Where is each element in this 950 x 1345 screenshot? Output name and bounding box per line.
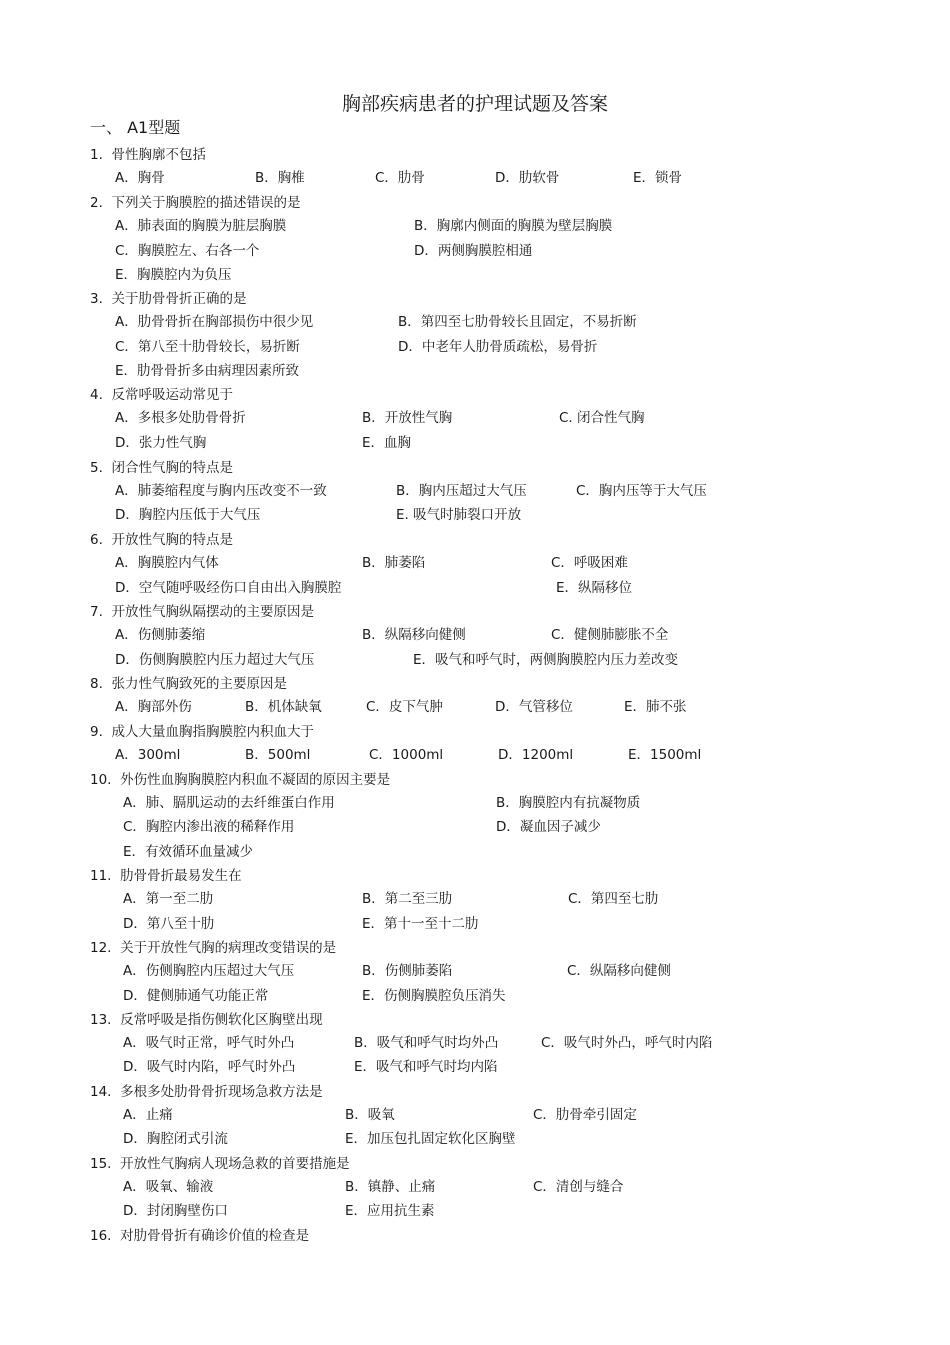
option-row [0, 265, 950, 285]
question-2 [90, 193, 300, 213]
option-row [0, 312, 950, 332]
option-row [0, 408, 950, 428]
answer-option: C．第四至七肋 [568, 891, 659, 907]
option-row [0, 650, 950, 670]
answer-option: A．肺、膈肌运动的去纤维蛋白作用 [123, 795, 335, 811]
option-row [0, 337, 950, 357]
answer-option: B．胸廓内侧面的胸膜为壁层胸膜 [414, 218, 613, 234]
answer-option: C．纵隔移向健侧 [567, 963, 671, 979]
answer-option: E．肺不张 [624, 699, 687, 715]
option-row [0, 361, 950, 381]
question-1 [90, 145, 206, 165]
question-number: 7. [90, 604, 103, 620]
question-14 [90, 1082, 323, 1102]
option-row [0, 1201, 950, 1221]
answer-option: A．胸骨 [115, 170, 165, 186]
option-row [0, 1177, 950, 1197]
option-row [0, 481, 950, 501]
answer-option: A．300ml [115, 747, 181, 763]
option-row [0, 961, 950, 981]
question-text: 下列关于胸膜腔的描述错误的是 [111, 195, 301, 211]
answer-option: E．加压包扎固定软化区胸壁 [345, 1131, 516, 1147]
answer-option: C．肋骨 [375, 170, 425, 186]
question-text: 反常呼吸是指伤侧软化区胸壁出现 [120, 1012, 323, 1028]
answer-option: C. 闭合性气胸 [559, 410, 645, 426]
answer-option: D．健侧肺通气功能正常 [123, 988, 269, 1004]
option-row [0, 578, 950, 598]
answer-option: B．机体缺氧 [245, 699, 322, 715]
answer-option: A．伤侧胸腔内压超过大气压 [123, 963, 295, 979]
answer-option: D．吸气时内陷，呼气时外凸 [123, 1059, 296, 1075]
question-number: 1. [90, 147, 103, 163]
answer-option: A．止痛 [123, 1107, 173, 1123]
answer-option: B．开放性气胸 [362, 410, 453, 426]
option-row [0, 553, 950, 573]
section-heading: 一、 A1型题 [90, 118, 181, 137]
question-5 [90, 458, 233, 478]
answer-option: D．第八至十肋 [123, 916, 215, 932]
answer-option: A．吸氧、输液 [123, 1179, 214, 1195]
answer-option: B．吸氧 [345, 1107, 395, 1123]
answer-option: E．应用抗生素 [345, 1203, 435, 1219]
question-text: 开放性气胸病人现场急救的首要措施是 [120, 1156, 350, 1172]
question-number: 4. [90, 387, 103, 403]
question-text: 反常呼吸运动常见于 [111, 387, 233, 403]
answer-option: A．多根多处肋骨骨折 [115, 410, 246, 426]
question-number: 6. [90, 532, 103, 548]
answer-option: C．健侧肺膨胀不全 [551, 627, 669, 643]
option-row [0, 1105, 950, 1125]
answer-option: A．伤侧肺萎缩 [115, 627, 206, 643]
question-13 [90, 1010, 323, 1030]
answer-option: A．肺萎缩程度与胸内压改变不一致 [115, 483, 327, 499]
option-row [0, 745, 950, 765]
answer-option: B．纵隔移向健侧 [362, 627, 466, 643]
question-6 [90, 530, 233, 550]
question-16 [90, 1226, 309, 1246]
answer-option: E．胸膜腔内为负压 [115, 267, 232, 283]
answer-option: D．封闭胸壁伤口 [123, 1203, 228, 1219]
option-row [0, 817, 950, 837]
answer-option: D．张力性气胸 [115, 435, 207, 451]
answer-option: B．500ml [245, 747, 311, 763]
question-text: 关于开放性气胸的病理改变错误的是 [120, 940, 337, 956]
option-row [0, 625, 950, 645]
option-row [0, 793, 950, 813]
option-row [0, 168, 950, 188]
answer-option: B．肺萎陷 [362, 555, 426, 571]
answer-option: B．吸气和呼气时均外凸 [354, 1035, 499, 1051]
question-text: 多根多处肋骨骨折现场急救方法是 [120, 1084, 323, 1100]
question-text: 关于肋骨骨折正确的是 [111, 291, 247, 307]
answer-option: C．1000ml [369, 747, 444, 763]
answer-option: E．伤侧胸膜腔负压消失 [362, 988, 506, 1004]
question-text: 张力性气胸致死的主要原因是 [111, 676, 287, 692]
question-number: 16. [90, 1228, 112, 1244]
answer-option: E．第十一至十二肋 [362, 916, 479, 932]
answer-option: E．吸气和呼气时，两侧胸膜腔内压力差改变 [413, 652, 679, 668]
answer-option: A．肺表面的胸膜为脏层胸膜 [115, 218, 287, 234]
answer-option: E．血胸 [362, 435, 412, 451]
answer-option: B．胸内压超过大气压 [396, 483, 527, 499]
question-number: 2. [90, 195, 103, 211]
answer-option: A．吸气时正常，呼气时外凸 [123, 1035, 295, 1051]
answer-option: D．中老年人肋骨质疏松，易骨折 [398, 339, 598, 355]
answer-option: D．两侧胸膜腔相通 [414, 243, 533, 259]
answer-option: D．气管移位 [495, 699, 573, 715]
question-text: 闭合性气胸的特点是 [111, 460, 233, 476]
question-11 [90, 866, 242, 886]
answer-option: D．胸腔内压低于大气压 [115, 507, 261, 523]
question-text: 外伤性血胸胸膜腔内积血不凝固的原因主要是 [120, 772, 391, 788]
answer-option: C．皮下气肿 [366, 699, 443, 715]
answer-option: A．胸膜腔内气体 [115, 555, 219, 571]
question-9 [90, 722, 314, 742]
answer-option: A．第一至二肋 [123, 891, 214, 907]
question-number: 8. [90, 676, 103, 692]
question-8 [90, 674, 287, 694]
answer-option: E．肋骨骨折多由病理因素所致 [115, 363, 300, 379]
option-row [0, 241, 950, 261]
question-number: 14. [90, 1084, 112, 1100]
answer-option: C．第八至十肋骨较长，易折断 [115, 339, 300, 355]
question-text: 开放性气胸的特点是 [111, 532, 233, 548]
answer-option: C．胸腔内渗出液的稀释作用 [123, 819, 295, 835]
answer-option: A．肋骨骨折在胸部损伤中很少见 [115, 314, 314, 330]
option-row [0, 1033, 950, 1053]
document-title: 胸部疾病患者的护理试题及答案 [341, 93, 608, 115]
option-row [0, 505, 950, 525]
answer-option: E．锁骨 [633, 170, 683, 186]
option-row [0, 1129, 950, 1149]
answer-option: B．胸膜腔内有抗凝物质 [496, 795, 641, 811]
question-10 [90, 770, 390, 790]
question-text: 骨性胸廓不包括 [111, 147, 206, 163]
question-number: 3. [90, 291, 103, 307]
option-row [0, 697, 950, 717]
answer-option: B．镇静、止痛 [345, 1179, 436, 1195]
option-row [0, 1057, 950, 1077]
question-text: 开放性气胸纵隔摆动的主要原因是 [111, 604, 314, 620]
answer-option: A．胸部外伤 [115, 699, 192, 715]
option-row [0, 986, 950, 1006]
question-4 [90, 385, 233, 405]
answer-option: E．吸气和呼气时均内陷 [354, 1059, 498, 1075]
answer-option: E．1500ml [628, 747, 702, 763]
answer-option: D．胸腔闭式引流 [123, 1131, 228, 1147]
answer-option: E. 吸气时肺裂口开放 [396, 507, 522, 523]
answer-option: E．有效循环血量减少 [123, 844, 254, 860]
answer-option: B．伤侧肺萎陷 [362, 963, 453, 979]
answer-option: D．空气随呼吸经伤口自由出入胸膜腔 [115, 580, 342, 596]
answer-option: B．第二至三肋 [362, 891, 453, 907]
answer-option: C．清创与缝合 [533, 1179, 624, 1195]
question-3 [90, 289, 246, 309]
option-row [0, 914, 950, 934]
answer-option: C．吸气时外凸，呼气时内陷 [541, 1035, 713, 1051]
answer-option: D．肋软骨 [495, 170, 560, 186]
answer-option: C．呼吸困难 [551, 555, 628, 571]
answer-option: B．第四至七肋骨较长且固定，不易折断 [398, 314, 637, 330]
question-12 [90, 938, 336, 958]
question-text: 对肋骨骨折有确诊价值的检查是 [120, 1228, 310, 1244]
question-number: 15. [90, 1156, 112, 1172]
question-number: 11. [90, 868, 112, 884]
answer-option: C．肋骨牵引固定 [533, 1107, 637, 1123]
answer-option: E．纵隔移位 [556, 580, 633, 596]
option-row [0, 842, 950, 862]
answer-option: C．胸内压等于大气压 [576, 483, 707, 499]
option-row [0, 216, 950, 236]
question-7 [90, 602, 314, 622]
answer-option: D．1200ml [498, 747, 574, 763]
question-number: 12. [90, 940, 112, 956]
question-number: 10. [90, 772, 112, 788]
option-row [0, 433, 950, 453]
answer-option: B．胸椎 [255, 170, 305, 186]
answer-option: D．凝血因子减少 [496, 819, 601, 835]
answer-option: C．胸膜腔左、右各一个 [115, 243, 260, 259]
option-row [0, 889, 950, 909]
question-number: 5. [90, 460, 103, 476]
answer-option: D．伤侧胸膜腔内压力超过大气压 [115, 652, 315, 668]
question-15 [90, 1154, 350, 1174]
question-text: 成人大量血胸指胸膜腔内积血大于 [111, 724, 314, 740]
question-number: 13. [90, 1012, 112, 1028]
question-text: 肋骨骨折最易发生在 [120, 868, 242, 884]
question-number: 9. [90, 724, 103, 740]
